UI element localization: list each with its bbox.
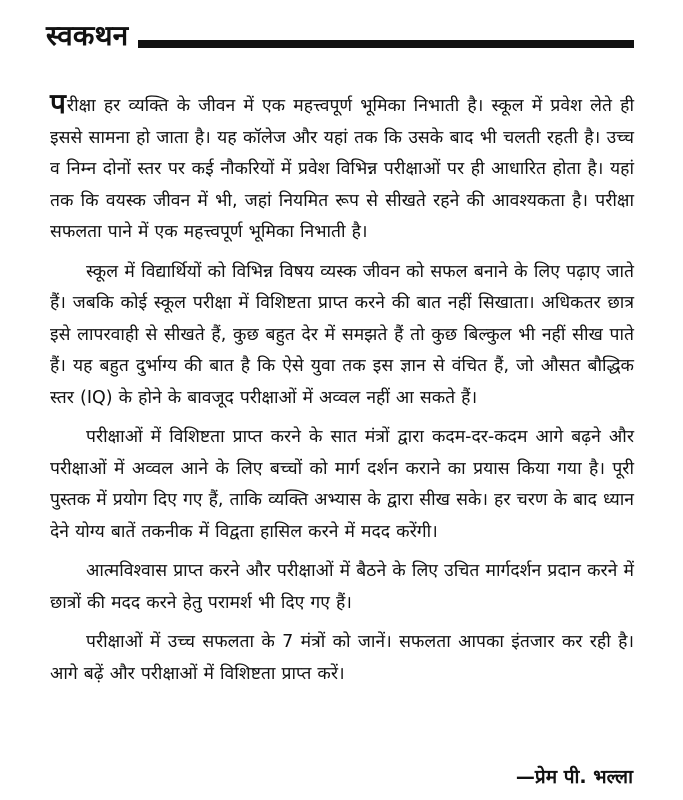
paragraph-4: आत्मविश्वास प्राप्त करने और परीक्षाओं में बैठने के लिए उचित मार्गदर्शन प्रदान करने में छात्रों की मदद करने हेतु परामर्श भी दिए गए हैं।	[50, 561, 634, 613]
paragraph-5: परीक्षाओं में उच्च सफलता के 7 मंत्रों को जानें। सफलता आपका इंतजार कर रही है। आगे बढ़ें और परीक्षाओं में विशिष्टता प्राप्त करें।	[50, 632, 634, 684]
heading-rule	[138, 40, 634, 48]
intro-first-letter: प	[50, 87, 66, 120]
heading-row	[46, 10, 634, 50]
intro-paragraph	[50, 88, 634, 249]
preface-content	[50, 88, 634, 690]
paragraph-3: परीक्षाओं में विशिष्टता प्राप्त करने के सात मंत्रों द्वारा कदम-दर-कदम आगे बढ़ने और परीक्षाओं में अव्वल आने के लिए बच्चों को मार्ग दर्शन कराने का प्रयास किया गया है। पूरी पुस्तक में प्रयोग दिए गए हैं, ताकि व्यक्ति अभ्यास के द्वारा सीख सके। हर चरण के बाद ध्यान देने योग्य बातें तकनीक में विद्वता हासिल करने में मदद करेंगी।	[50, 427, 634, 542]
paragraph-2: स्कूल में विद्यार्थियों को विभिन्न विषय व्यस्क जीवन को सफल बनाने के लिए पढ़ाए जाते हैं। जबकि कोई स्कूल परीक्षा में विशिष्टता प्राप्त करने की बात नहीं सिखाता। अधिकतर छात्र इसे लापरवाही से सीखते हैं, कुछ बहुत देर में समझते हैं तो कुछ बिल्कुल भी नहीं सीख पाते हैं। यह बहुत दुर्भाग्य की बात है कि ऐसे युवा तक इस ज्ञान से वंचित हैं, जो औसत बौद्धिक स्तर (IQ) के होने के बावजूद परीक्षाओं में अव्वल नहीं आ सकते हैं।	[50, 261, 634, 408]
intro-paragraph-text: रीक्षा हर व्यक्ति के जीवन में एक महत्त्वपूर्ण भूमिका निभाती है। स्कूल में प्रवेश लेते ही इससे सामना हो जाता है। यह कॉलेज और यहां तक कि उसके बाद भी चलती रहती है। उच्च व निम्न दोनों स्तर पर कई नौकरियों में प्रवेश विभिन्न परीक्षाओं पर ही आधारित होता है। यहां तक कि वयस्क जीवन में भी, जहां नियमित रूप से सीखते रहने की आवश्यकता है। परीक्षा सफलता पाने में एक महत्त्वपूर्ण भूमिका निभाती है।	[50, 96, 634, 242]
author-signature: —प्रेम पी. भल्ला	[515, 766, 633, 788]
page-title: स्वकथन	[46, 19, 129, 52]
